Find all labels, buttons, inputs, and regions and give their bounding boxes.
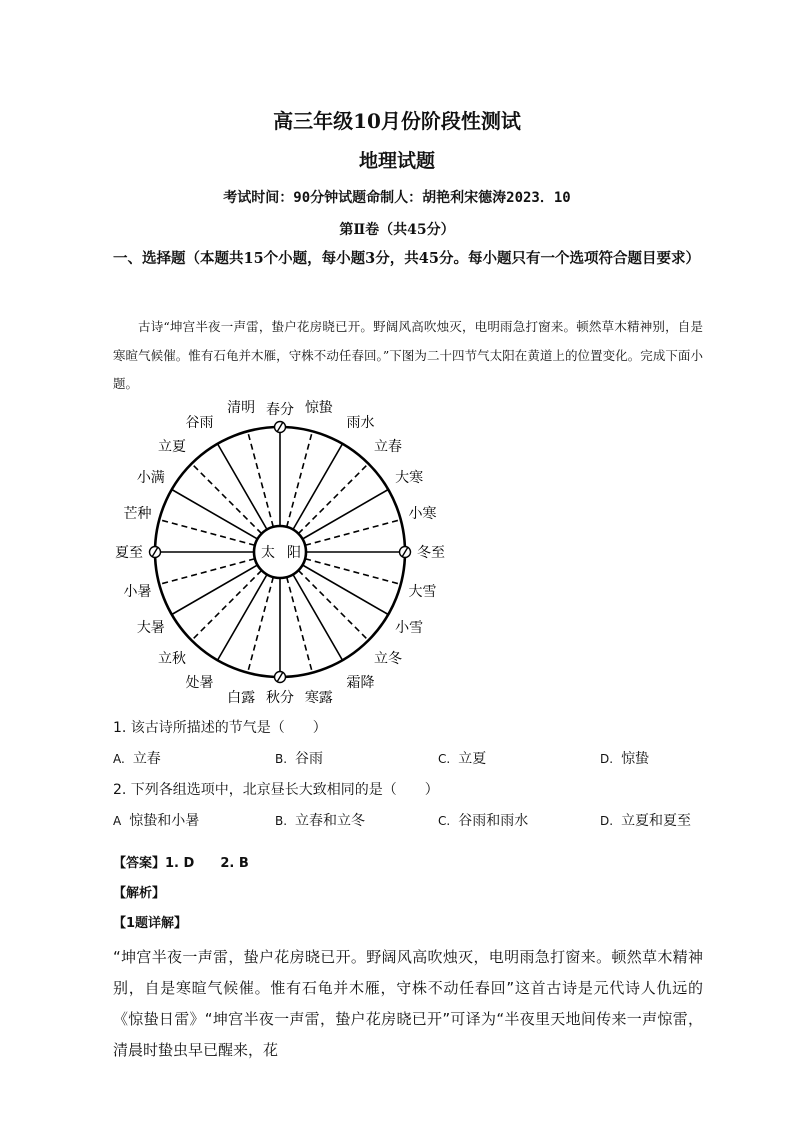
solar-term-label: 立夏 bbox=[157, 438, 186, 455]
solar-term-label: 谷雨 bbox=[185, 415, 214, 432]
q1-option-b-key: B. bbox=[275, 752, 288, 766]
q1-option-a[interactable] bbox=[113, 748, 161, 768]
q2-option-d[interactable] bbox=[600, 810, 691, 830]
sun-label-right: 阳 bbox=[287, 545, 301, 561]
section-heading: 一、选择题（本题共15个小题，每小题3分，共45分。每小题只有一个选项符合题目要求） bbox=[113, 250, 700, 267]
solar-term-label: 夏至 bbox=[115, 545, 143, 561]
solar-terms-diagram bbox=[100, 398, 480, 708]
answer-label: 【答案】 bbox=[113, 856, 166, 871]
solar-term-label: 冬至 bbox=[417, 545, 445, 561]
analysis-label: 【解析】 bbox=[113, 886, 166, 901]
spoke-line bbox=[298, 570, 368, 640]
solar-term-label: 立冬 bbox=[374, 651, 403, 668]
answer-1: 1. D bbox=[165, 856, 195, 871]
spoke-line bbox=[305, 520, 401, 546]
q2-option-a-key: A bbox=[113, 814, 122, 828]
q1-option-a-text: 立春 bbox=[132, 751, 161, 767]
sun-label-left: 太 bbox=[261, 545, 275, 561]
q2-option-d-key: D. bbox=[600, 814, 614, 828]
spoke-line bbox=[159, 520, 255, 546]
solar-term-label: 小满 bbox=[136, 470, 165, 486]
q1-option-d[interactable] bbox=[600, 748, 649, 768]
answer-line bbox=[113, 852, 249, 871]
passage-text: 古诗“坤宫半夜一声雷，蛰户花房晓已开。野阔风高吹烛灭，电明雨急打窗来。顿然草木精神别，自是寒暄气候催。惟有石龟并木雁，守株不动任春回。”下图为二十四节气太阳在黄道上的位置变化。完成下面小题。 bbox=[113, 319, 703, 391]
spoke-line bbox=[218, 575, 268, 661]
q1-option-c-key: C. bbox=[438, 752, 451, 766]
q2-option-b-text: 立春和立冬 bbox=[295, 813, 366, 829]
spoke-line bbox=[172, 490, 258, 540]
q1-option-b-text: 谷雨 bbox=[295, 751, 324, 767]
q2-option-b[interactable] bbox=[275, 810, 365, 830]
answer-2: 2. B bbox=[220, 856, 249, 871]
spoke-line bbox=[248, 577, 274, 673]
q1-option-c-text: 立夏 bbox=[458, 751, 487, 767]
spoke-line bbox=[192, 464, 262, 534]
solar-term-label: 寒露 bbox=[304, 689, 333, 706]
q2-option-d-text: 立夏和夏至 bbox=[621, 813, 692, 829]
spoke-line bbox=[172, 565, 258, 615]
q1-option-c[interactable] bbox=[438, 748, 486, 768]
spoke-line bbox=[287, 577, 313, 673]
spoke-line bbox=[287, 431, 313, 527]
q2-option-b-key: B. bbox=[275, 814, 288, 828]
subject-title: 地理试题 bbox=[358, 150, 435, 172]
q2-option-c-text: 谷雨和雨水 bbox=[458, 813, 529, 829]
solar-term-label: 大雪 bbox=[408, 583, 437, 600]
solar-term-label: 白露 bbox=[227, 689, 256, 706]
spoke-line bbox=[248, 431, 274, 527]
solar-term-label: 小寒 bbox=[408, 506, 437, 523]
solar-term-label: 芒种 bbox=[123, 506, 152, 523]
spoke-line bbox=[293, 575, 343, 661]
solar-term-label: 清明 bbox=[227, 400, 256, 417]
spoke-line bbox=[305, 559, 401, 585]
solar-term-label: 立春 bbox=[374, 438, 403, 455]
question-1-stem: 1. 该古诗所描述的节气是（ ） bbox=[113, 720, 327, 736]
spoke-line bbox=[192, 570, 262, 640]
solar-term-label: 惊蛰 bbox=[304, 400, 333, 417]
spoke-line bbox=[298, 464, 368, 534]
solar-term-label: 处暑 bbox=[185, 674, 214, 691]
solar-term-label: 小雪 bbox=[395, 620, 424, 636]
solar-term-label: 春分 bbox=[266, 402, 294, 418]
detail-label: 【1题详解】 bbox=[113, 916, 188, 931]
spoke-line bbox=[218, 444, 268, 530]
q1-option-a-key: A. bbox=[113, 752, 125, 766]
part-title: 第Ⅱ卷（共45分） bbox=[339, 222, 455, 238]
spoke-line bbox=[293, 444, 343, 530]
exam-info: 考试时间：90分钟试题命制人：胡艳利宋德涛2023．10 bbox=[223, 190, 571, 206]
spoke-line bbox=[303, 490, 389, 540]
solar-term-label: 秋分 bbox=[266, 690, 294, 706]
spoke-line bbox=[303, 565, 389, 615]
solar-term-label: 雨水 bbox=[346, 415, 375, 432]
solar-term-label: 霜降 bbox=[346, 674, 375, 691]
solar-term-label: 大寒 bbox=[395, 470, 424, 486]
page-title: 高三年级10月份阶段性测试 bbox=[273, 109, 521, 133]
q2-option-c[interactable] bbox=[438, 810, 528, 830]
q1-option-b[interactable] bbox=[275, 748, 323, 768]
q2-option-a-text: 惊蛰和小暑 bbox=[129, 813, 200, 829]
solar-term-label: 小暑 bbox=[123, 583, 152, 600]
solar-term-label: 大暑 bbox=[136, 620, 165, 636]
q1-option-d-text: 惊蛰 bbox=[621, 751, 650, 767]
question-2-stem: 2. 下列各组选项中，北京昼长大致相同的是（ ） bbox=[113, 782, 439, 798]
q2-option-a[interactable] bbox=[113, 810, 199, 830]
solar-term-label: 立秋 bbox=[157, 651, 186, 668]
q2-option-c-key: C. bbox=[438, 814, 451, 828]
q1-option-d-key: D. bbox=[600, 752, 614, 766]
spoke-line bbox=[159, 559, 255, 585]
detail-text: “坤宫半夜一声雷，蛰户花房晓已开。野阔风高吹烛灭，电明雨急打窗来。顿然草木精神别，自是寒暄气候催。惟有石龟并木雁，守株不动任春回”这首古诗是元代诗人仇远的《惊蛰日雷》“坤宫半夜一声雷，蛰户花房晓已开”可译为“半夜里天地间传来一声惊雷，清晨时蛰虫早已醒来，花 bbox=[113, 948, 703, 1059]
